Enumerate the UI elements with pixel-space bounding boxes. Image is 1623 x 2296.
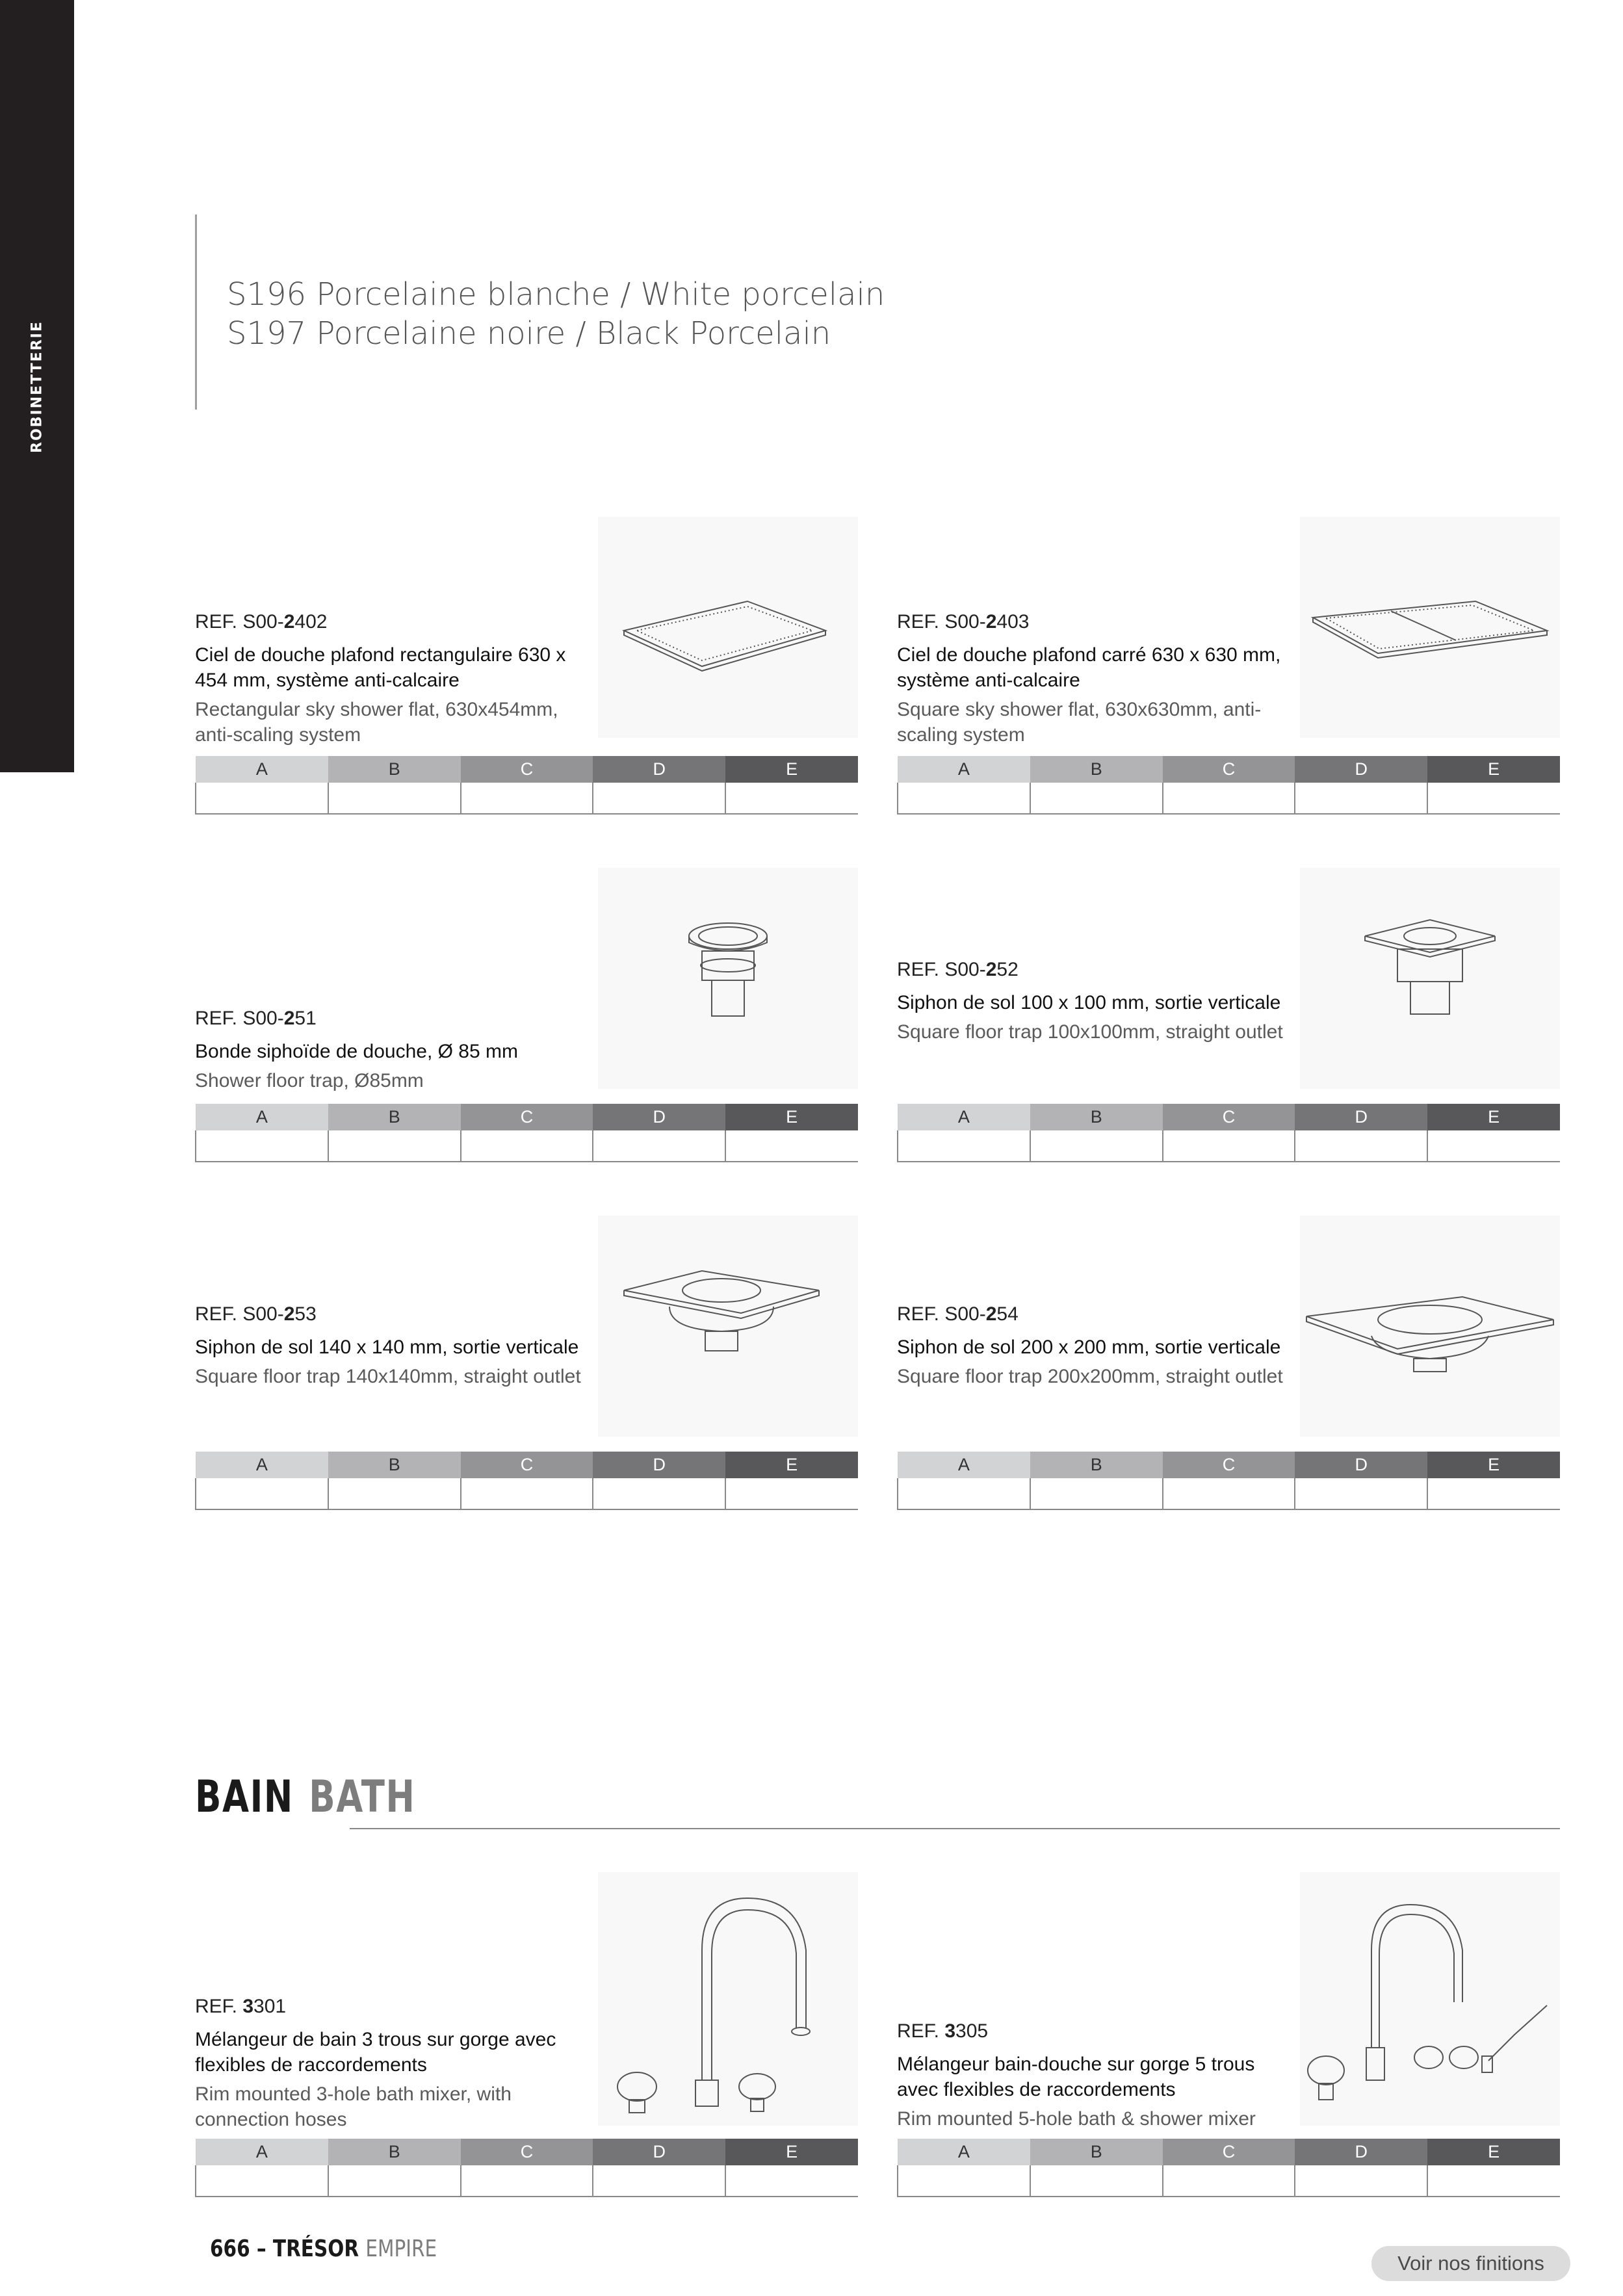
product-ref: REF. S00-2402 [195, 611, 328, 633]
finish-white-porcelain: S196 Porcelaine blanche / White porcelain [227, 276, 885, 313]
grade-table: A B C D E [897, 756, 1560, 815]
product-description-en: Square floor trap 140x140mm, straight outlet [195, 1366, 581, 1387]
section-divider [350, 1828, 1560, 1829]
product-card [897, 517, 1560, 816]
product-card [195, 1216, 858, 1515]
product-description-fr: Mélangeur bain-douche sur gorge 5 trous avec flexibles de raccordements [897, 2054, 1255, 2100]
product-description-fr: Ciel de douche plafond carré 630 x 630 mm, système anti-calcaire [897, 644, 1281, 691]
grade-table: A B C D E [897, 1452, 1560, 1510]
grade-table: A B C D E [195, 1452, 858, 1510]
grade-table: A B C D E [897, 2139, 1560, 2197]
product-description-fr: Siphon de sol 200 x 200 mm, sortie verticale [897, 1337, 1281, 1358]
product-description-en: Square floor trap 200x200mm, straight outlet [897, 1366, 1283, 1387]
product-ref: REF. S00-254 [897, 1303, 1019, 1325]
round-floor-trap-image [598, 868, 858, 1089]
grade-table: A B C D E [195, 2139, 858, 2197]
square-shower-head-image [1300, 517, 1560, 738]
product-description-fr: Ciel de douche plafond rectangulaire 630 x 454 mm, système anti-calcaire [195, 644, 566, 691]
product-ref: REF. S00-2403 [897, 611, 1030, 633]
product-description-en: Shower floor trap, Ø85mm [195, 1070, 424, 1091]
section-title-fr: BAIN [195, 1771, 294, 1823]
product-card [897, 1216, 1560, 1515]
voir-finitions-button[interactable]: Voir nos finitions [1371, 2246, 1570, 2281]
grade-table: A B C D E [897, 1104, 1560, 1162]
product-description-en: Rectangular sky shower flat, 630x454mm, anti-scaling system [195, 699, 558, 746]
page-brand: 666 – TRÉSOR [210, 2236, 359, 2262]
bath-shower-mixer-5-hole-image [1300, 1872, 1560, 2126]
sidebar-tab [0, 0, 74, 772]
product-description-fr: Siphon de sol 100 x 100 mm, sortie verticale [897, 992, 1281, 1013]
product-description-en: Rim mounted 3-hole bath mixer, with connection hoses [195, 2083, 512, 2130]
grade-table: A B C D E [195, 756, 858, 815]
finish-black-porcelain: S197 Porcelaine noire / Black Porcelain [227, 315, 831, 352]
floor-trap-140-image [598, 1216, 858, 1437]
floor-trap-200-image [1300, 1216, 1560, 1437]
product-description-en: Square sky shower flat, 630x630mm, anti-scaling system [897, 699, 1262, 746]
product-card [195, 868, 858, 1167]
section-title-en: BATH [309, 1771, 416, 1823]
product-ref: REF. S00-253 [195, 1303, 317, 1325]
product-ref: REF. S00-252 [897, 959, 1019, 980]
product-card [195, 1872, 858, 2184]
product-card [195, 517, 858, 816]
sidebar-label: ROBINETTERIE [29, 320, 45, 453]
product-card [897, 1872, 1560, 2184]
product-ref: REF. S00-251 [195, 1008, 317, 1029]
product-description-fr: Bonde siphoïde de douche, Ø 85 mm [195, 1041, 518, 1062]
product-description-en: Square floor trap 100x100mm, straight outlet [897, 1021, 1283, 1043]
product-description-fr: Siphon de sol 140 x 140 mm, sortie verticale [195, 1337, 579, 1358]
grade-table: A B C D E [195, 1104, 858, 1162]
square-floor-trap-image [1300, 868, 1560, 1089]
product-ref: REF. 3305 [897, 2020, 989, 2042]
rectangular-shower-head-image [598, 517, 858, 738]
bath-mixer-3-hole-image [598, 1872, 858, 2126]
section-title [195, 1771, 415, 1823]
collection-name: EMPIRE [365, 2236, 437, 2262]
product-description-fr: Mélangeur de bain 3 trous sur gorge avec flexibles de raccordements [195, 2029, 556, 2076]
product-description-en: Rim mounted 5-hole bath & shower mixer [897, 2108, 1256, 2130]
finish-divider [195, 215, 197, 410]
product-card [897, 868, 1560, 1167]
product-ref: REF. 3301 [195, 1996, 287, 2017]
footer-brand [210, 2236, 437, 2262]
